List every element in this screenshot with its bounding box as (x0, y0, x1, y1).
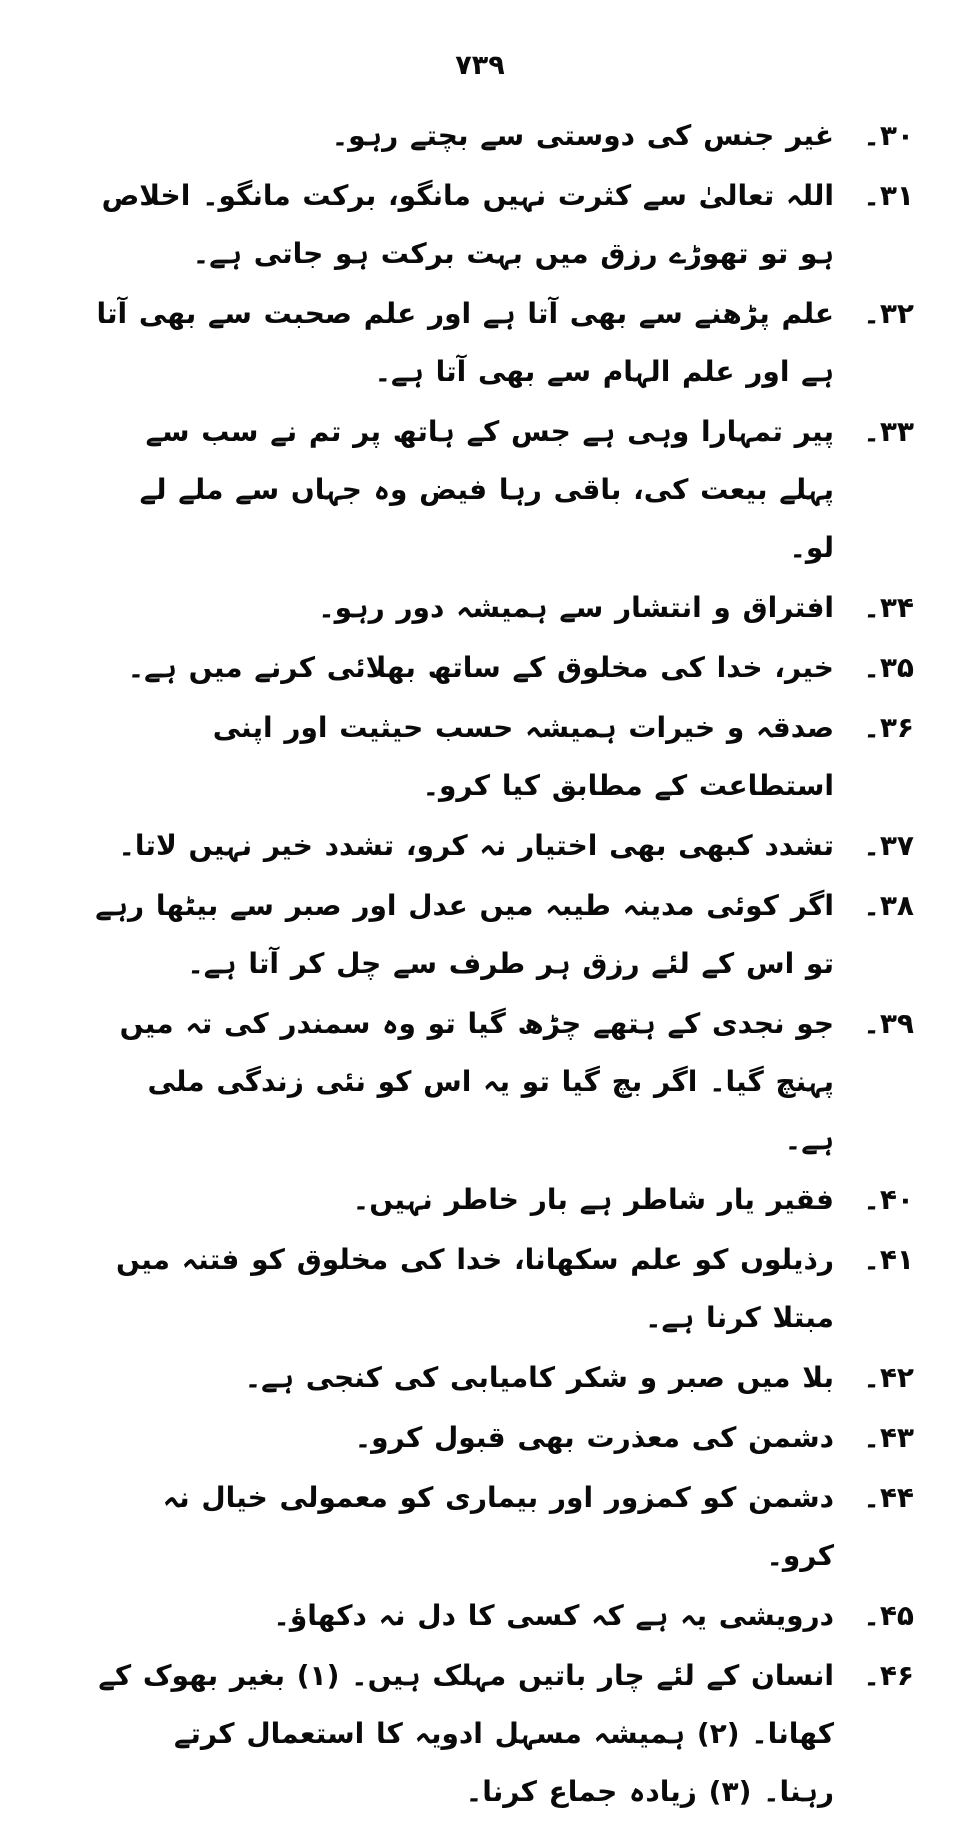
item-text: اگر کوئی مدینہ طیبہ میں عدل اور صبر سے بیٹھا رہے تو اس کے لئے رزق ہر طرف سے چل کر آتا ہے۔ (95, 889, 834, 980)
item-number: ۴۱۔ (863, 1243, 914, 1276)
item-text: صدقہ و خیرات ہمیشہ حسب حیثیت اور اپنی استطاعت کے مطابق کیا کرو۔ (212, 711, 834, 802)
item-text: دشمن کو کمزور اور بیماری کو معمولی خیال نہ کرو۔ (162, 1481, 834, 1572)
list-item (62, 579, 914, 637)
item-text: تشدد کبھی بھی اختیار نہ کرو، تشدد خیر نہیں لاتا۔ (118, 829, 834, 862)
list-item (62, 285, 914, 401)
list-item (62, 995, 914, 1169)
item-text: افتراق و انتشار سے ہمیشہ دور رہو۔ (318, 591, 834, 624)
item-text: غیر جنس کی دوستی سے بچتے رہو۔ (331, 119, 834, 152)
item-number: ۳۱۔ (863, 179, 914, 212)
list-item (62, 877, 914, 993)
item-number: ۳۰۔ (863, 119, 914, 152)
item-text: اللہ تعالیٰ سے کثرت نہیں مانگو، برکت مانگو۔ اخلاص ہو تو تھوڑے رزق میں بہت برکت ہو جاتی ہے۔ (101, 179, 834, 270)
item-number: ۳۹۔ (863, 1007, 914, 1040)
item-text: جو نجدی کے ہتھے چڑھ گیا تو وہ سمندر کی تہ میں پہنچ گیا۔ اگر بچ گیا تو یہ اس کو نئی زندگی ملی ہے۔ (119, 1007, 834, 1156)
list-item (62, 1409, 914, 1467)
item-text: بلا میں صبر و شکر کامیابی کی کنجی ہے۔ (244, 1361, 834, 1394)
item-text: انسان کے لئے چار باتیں مہلک ہیں۔ (۱) بغیر بھوک کے کھانا۔ (۲) ہمیشہ مسہل ادویہ کا استعمال کرتے رہنا۔ (۳) زیادہ جماع کرنا۔ (98, 1659, 834, 1808)
list-item (62, 1231, 914, 1347)
item-number: ۴۳۔ (863, 1421, 914, 1454)
list-item (62, 817, 914, 875)
sayings-list (0, 81, 960, 1821)
item-text: پیر تمہارا وہی ہے جس کے ہاتھ پر تم نے سب سے پہلے بیعت کی، باقی رہا فیض وہ جہاں سے ملے لے لو۔ (139, 415, 834, 564)
page-number: ۷۳۹ (455, 50, 505, 81)
list-item (62, 639, 914, 697)
item-number: ۴۵۔ (863, 1599, 914, 1632)
item-text: علم پڑھنے سے بھی آتا ہے اور علم صحبت سے بھی آتا ہے اور علم الہام سے بھی آتا ہے۔ (96, 297, 834, 388)
item-text: خیر، خدا کی مخلوق کے ساتھ بھلائی کرنے میں ہے۔ (127, 651, 834, 684)
list-item (62, 1349, 914, 1407)
list-item (62, 1647, 914, 1821)
item-number: ۳۶۔ (863, 711, 914, 744)
item-number: ۴۴۔ (863, 1481, 914, 1514)
item-number: ۳۴۔ (863, 591, 914, 624)
item-text: دشمن کی معذرت بھی قبول کرو۔ (354, 1421, 834, 1454)
item-text: فقیر یار شاطر ہے بار خاطر نہیں۔ (352, 1183, 834, 1216)
item-number: ۳۷۔ (863, 829, 914, 862)
item-number: ۴۶۔ (863, 1659, 914, 1692)
list-item (62, 1587, 914, 1645)
item-text: درویشی یہ ہے کہ کسی کا دل نہ دکھاؤ۔ (273, 1599, 834, 1632)
item-number: ۴۲۔ (863, 1361, 914, 1394)
item-number: ۳۳۔ (863, 415, 914, 448)
list-item (62, 1469, 914, 1585)
list-item (62, 107, 914, 165)
item-number: ۴۰۔ (863, 1183, 914, 1216)
item-number: ۳۵۔ (863, 651, 914, 684)
item-number: ۳۲۔ (863, 297, 914, 330)
list-item (62, 1171, 914, 1229)
list-item (62, 699, 914, 815)
list-item (62, 167, 914, 283)
item-number: ۳۸۔ (863, 889, 914, 922)
list-item (62, 403, 914, 577)
item-text: رذیلوں کو علم سکھانا، خدا کی مخلوق کو فتنہ میں مبتلا کرنا ہے۔ (116, 1243, 834, 1334)
